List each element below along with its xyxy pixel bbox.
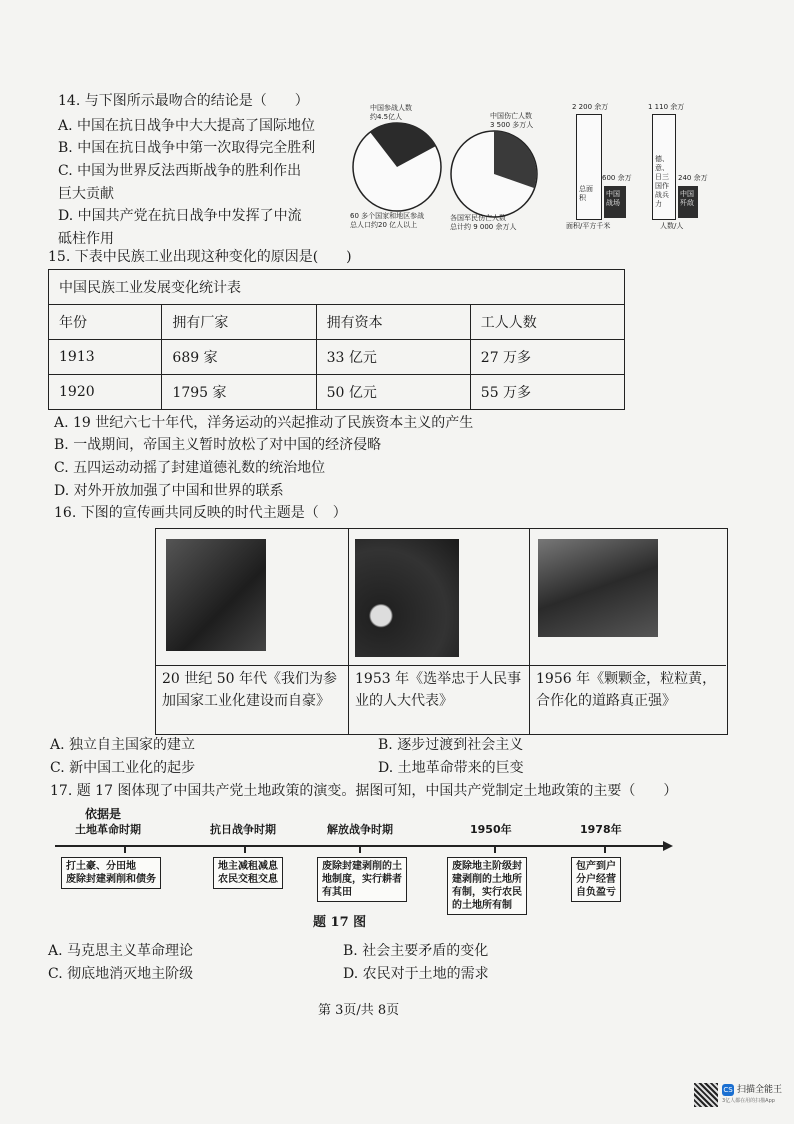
table-header-row — [49, 305, 625, 340]
bar-axis-troops — [652, 114, 676, 220]
poster-caption: 1953 年《选举忠于人民事业的人大代表》 — [349, 665, 529, 714]
q14-stem: 14. 与下图所示最吻合的结论是（ ） — [58, 93, 309, 109]
land-policy-timeline — [55, 803, 675, 918]
bar1-inner-label: 总面积 — [579, 185, 593, 202]
bar1-small-inner: 中国 战场 — [606, 190, 620, 207]
policy-box: 废除封建剥削的土 地制度，实行耕者 有其田 — [317, 857, 407, 902]
pie1-top-label: 中国参战人数 约4.5亿人 — [370, 104, 412, 121]
policy-box: 地主减租减息 农民交租交息 — [213, 857, 283, 889]
bar-china-area — [604, 186, 626, 218]
cell-workers: 55 万多 — [470, 375, 624, 410]
table-title: 中国民族工业发展变化统计表 — [49, 270, 625, 305]
q15-stem: 15. 下表中民族工业出现这种变化的原因是( ) — [48, 249, 352, 265]
poster-1 — [156, 529, 349, 734]
qr-code-icon — [694, 1083, 718, 1107]
q14-option-d: D. 中国共产党在抗日战争中发挥了中流 — [58, 208, 302, 224]
scanner-logo-icon: CS — [723, 1086, 733, 1094]
pie-chart-participants — [350, 120, 445, 215]
pie2-top-label: 中国伤亡人数 3 500 多万人 — [490, 112, 534, 129]
poster-grid — [155, 528, 728, 735]
scanner-name: 扫描全能王 — [737, 1085, 783, 1095]
q14-option-b: B. 中国在抗日战争中第一次取得完全胜利 — [58, 140, 316, 156]
policy-box: 包产到户 分户经营 自负盈亏 — [571, 857, 621, 902]
header-year: 年份 — [49, 305, 162, 340]
page-number: 第 3页/共 8页 — [318, 1003, 400, 1018]
pie1-bottom-label: 60 多个国家和地区参战 总人口约20 亿人以上 — [350, 212, 425, 229]
timeline-head: 依据是 — [85, 807, 122, 821]
figure-caption: 题 17 图 — [313, 915, 367, 930]
poster-image — [166, 539, 266, 651]
poster-2 — [349, 529, 530, 734]
bar2-axis-label: 人数/人 — [660, 222, 684, 230]
bar1-axis-label: 面积/平方千米 — [566, 222, 611, 230]
cell-capital: 50 亿元 — [316, 375, 470, 410]
bar-china-kills — [678, 186, 698, 218]
q16-option-a: A. 独立自主国家的建立 — [50, 737, 196, 753]
bar2-top-label: 1 110 余万 — [648, 103, 685, 111]
bar-total-area — [576, 114, 602, 220]
timeline-arrow — [55, 839, 675, 853]
pie2-bottom-label: 各国军民伤亡人数 总计约 9 000 余万人 — [450, 214, 517, 231]
pie-chart-casualties — [448, 128, 540, 220]
q16-option-c: C. 新中国工业化的起步 — [50, 760, 196, 776]
bar1-small-label: 600 余万 — [602, 174, 632, 182]
header-factories: 拥有厂家 — [162, 305, 316, 340]
cell-factories: 1795 家 — [162, 375, 316, 410]
table-row — [49, 340, 625, 375]
q15-option-a: A. 19 世纪六七十年代，洋务运动的兴起推动了民族资本主义的产生 — [54, 415, 474, 431]
q15-option-d: D. 对外开放加强了中国和世界的联系 — [54, 483, 284, 499]
poster-3 — [530, 529, 726, 734]
q16-option-b: B. 逐步过渡到社会主义 — [378, 737, 524, 753]
poster-caption: 1956 年《颗颗金，粒粒黄，合作化的道路真正强》 — [530, 665, 726, 714]
q17-option-c: C. 彻底地消灭地主阶级 — [48, 966, 194, 982]
scanner-tagline: 3亿人都在用的扫描App — [722, 1098, 775, 1104]
industry-stat-table — [48, 269, 625, 410]
cell-workers: 27 万多 — [470, 340, 624, 375]
header-capital: 拥有资本 — [316, 305, 470, 340]
period-label: 1950年 — [470, 823, 512, 836]
poster-caption: 20 世纪 50 年代《我们为参加国家工业化建设而自豪》 — [156, 665, 348, 714]
poster-image — [355, 539, 459, 657]
poster-image — [538, 539, 658, 637]
q14-figure — [350, 100, 780, 240]
policy-box: 打土豪、分田地 废除封建剥削和债务 — [61, 857, 161, 889]
q16-option-d: D. 土地革命带来的巨变 — [378, 760, 524, 776]
q15-option-b: B. 一战期间，帝国主义暂时放松了对中国的经济侵略 — [54, 437, 382, 453]
bar1-top-label: 2 200 余万 — [572, 103, 609, 111]
q17-option-b: B. 社会主要矛盾的变化 — [343, 943, 489, 959]
header-workers: 工人人数 — [470, 305, 624, 340]
q17-option-d: D. 农民对于土地的需求 — [343, 966, 489, 982]
bar2-inner-label: 德、意、日三国作战兵力 — [655, 155, 669, 208]
cell-year: 1920 — [49, 375, 162, 410]
period-label: 土地革命时期 — [75, 823, 141, 836]
q14-option-c: C. 中国为世界反法西斯战争的胜利作出 — [58, 163, 302, 179]
cell-capital: 33 亿元 — [316, 340, 470, 375]
q17-option-a: A. 马克思主义革命理论 — [48, 943, 194, 959]
q14-option-c-cont: 巨大贡献 — [58, 186, 114, 202]
q14-option-d-cont: 砥柱作用 — [58, 231, 114, 247]
table-row — [49, 375, 625, 410]
policy-box: 废除地主阶级封 建剥削的土地所 有制，实行农民 的土地所有制 — [447, 857, 527, 915]
bar2-small-inner: 中国 歼敌 — [680, 190, 694, 207]
q14-option-a: A. 中国在抗日战争中大大提高了国际地位 — [58, 118, 316, 134]
cell-factories: 689 家 — [162, 340, 316, 375]
cell-year: 1913 — [49, 340, 162, 375]
period-label: 1978年 — [580, 823, 622, 836]
q17-stem: 17. 题 17 图体现了中国共产党土地政策的演变。据图可知，中国共产党制定土地政策的主要（ ） — [50, 783, 678, 799]
period-label: 解放战争时期 — [327, 823, 393, 836]
q16-stem: 16. 下图的宣传画共同反映的时代主题是（ ） — [54, 505, 347, 521]
q15-option-c: C. 五四运动动摇了封建道德礼数的统治地位 — [54, 460, 326, 476]
bar2-small-label: 240 余万 — [678, 174, 708, 182]
period-label: 抗日战争时期 — [210, 823, 276, 836]
